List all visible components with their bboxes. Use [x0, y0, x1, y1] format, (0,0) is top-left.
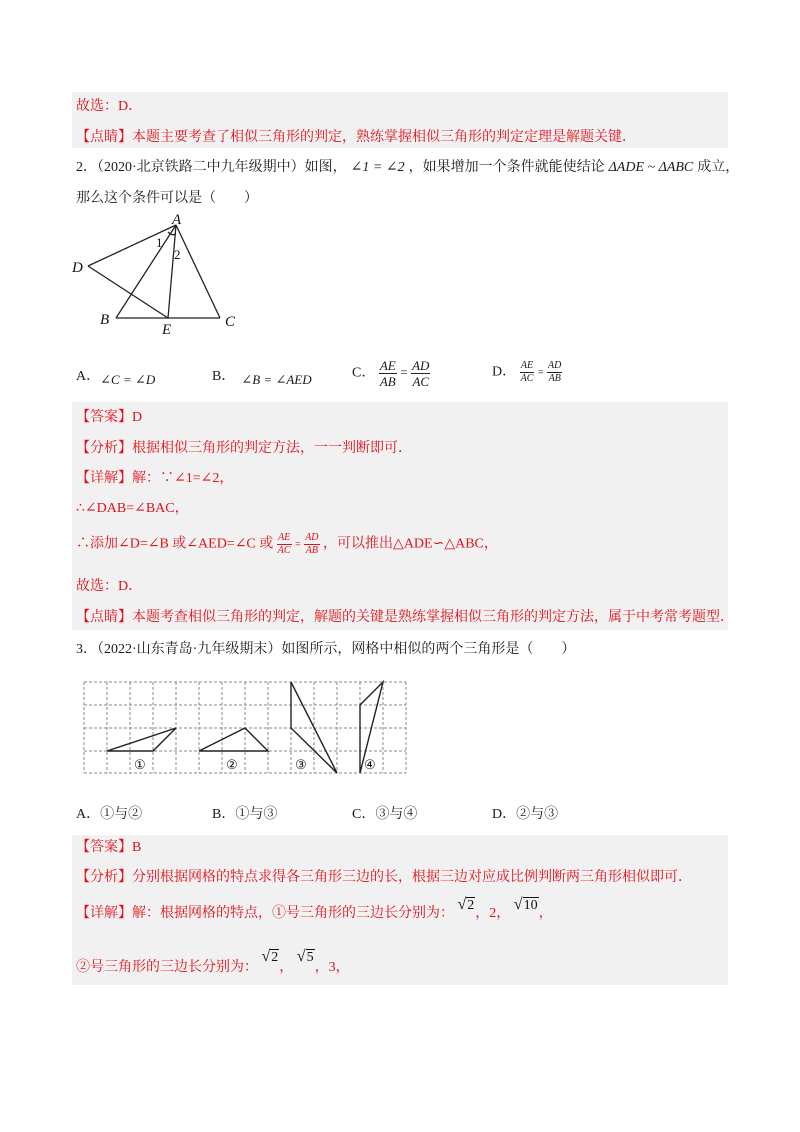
q3-answer: 【答案】B [76, 840, 142, 855]
q2-choose: 故选：D． [76, 579, 143, 594]
label-fig-4: ④ [364, 757, 376, 772]
q2-detail-3: ∴添加∠D=∠B 或∠AED=∠C 或 $\frac{AE}{AC}$ = $\frac{AD}{AB}$ ，可以推出△ADE∽△ABC， [76, 532, 498, 556]
top-comment [76, 128, 636, 148]
top-answer-line: 故选：D． [76, 99, 143, 114]
q2-number: 2． [76, 160, 97, 175]
label-fig-2: ② [226, 757, 238, 772]
sqrt-expression: √10 [513, 896, 538, 913]
option-text: ∠C = ∠D [100, 372, 156, 387]
comment-text: 本题主要考查了相似三角形的判定，熟练掌握相似三角形的判定定理是解题关键． [132, 130, 636, 145]
q3-option-b[interactable]: B．①与③ [212, 807, 278, 822]
label-fig-1: ① [134, 757, 146, 772]
q3-option-a[interactable]: A．①与② [76, 807, 143, 822]
fraction: $\frac{AD}{AB}$ [305, 532, 319, 556]
q2-comment: 【点睛】本题考查相似三角形的判定，解题的关键是熟练掌握相似三角形的判定方法，属于中考常考题型． [76, 610, 734, 625]
option-label: C． [352, 365, 376, 381]
q2-stem-line2: 那么这个条件可以是（ ） [76, 191, 258, 206]
q2-option-a[interactable] [76, 366, 155, 387]
q2-end: 成立， [697, 160, 740, 175]
q2-option-c[interactable]: C． $\frac{AE}{AB}$ = $\frac{AD}{AC}$ [352, 358, 430, 389]
fraction: $\frac{AE}{AC}$ [520, 360, 534, 384]
q3-option-c[interactable]: C．③与④ [352, 807, 418, 822]
q2-source: （2020·北京铁路二中九年级期中）如图， [97, 160, 347, 175]
q2-answer: 【答案】D [76, 410, 143, 425]
label-B: B [100, 312, 110, 328]
fraction: $\frac{AE}{AC}$ [277, 532, 291, 556]
sqrt-expression: √5 [296, 948, 314, 965]
label-A: A [172, 212, 182, 228]
label-angle-2: 2 [174, 247, 181, 262]
q2-conclusion: ΔADE ~ ΔABC [608, 160, 694, 175]
label-angle-1: 1 [156, 235, 163, 250]
q3-analysis: 【分析】分别根据网格的特点求得各三角形三边的长，根据三边对应成比例判断两三角形相似即可． [76, 870, 692, 885]
q2-option-d[interactable]: D． $\frac{AE}{AC}$ = $\frac{AD}{AB}$ [492, 360, 562, 384]
q2-triangle-figure [70, 210, 250, 338]
q3-detail-2: ②号三角形的三边长分别为： √2， √5，3， [76, 948, 350, 975]
fraction: $\frac{AE}{AB}$ [379, 358, 396, 389]
label-D: D [72, 260, 83, 276]
fraction: $\frac{AD}{AC}$ [412, 358, 430, 389]
q3-detail-1: 【详解】解：根据网格的特点，①号三角形的三边长分别为： √2，2， √10， [76, 896, 553, 921]
label-fig-3: ③ [295, 757, 307, 772]
comment-tag: 【点睛】 [76, 130, 132, 145]
q2-angle-eq: ∠1 = ∠2 [350, 160, 405, 175]
q2-middle: ，如果增加一个条件就能使结论 [408, 160, 605, 175]
q3-grid-figure [80, 676, 410, 776]
q2-detail-1: 【详解】解：∵∠1=∠2， [76, 471, 234, 486]
q2-option-b[interactable] [212, 366, 312, 387]
sqrt-expression: √2 [457, 896, 475, 913]
option-label: B． [212, 369, 236, 384]
sqrt-expression: √2 [261, 948, 279, 965]
option-text: ∠B = ∠AED [241, 372, 312, 387]
q2-stem-line1 [76, 158, 739, 178]
fraction: $\frac{AD}{AB}$ [548, 360, 562, 384]
option-label: D． [492, 364, 517, 380]
label-E: E [162, 322, 172, 338]
q3-option-d[interactable]: D．②与③ [492, 807, 559, 822]
label-C: C [225, 314, 236, 330]
q2-analysis: 【分析】根据相似三角形的判定方法，一一判断即可． [76, 441, 412, 456]
option-label: A． [76, 369, 101, 384]
q3-stem: 3．（2022·山东青岛·九年级期末）如图所示，网格中相似的两个三角形是（ ） [76, 642, 576, 657]
q2-detail-2: ∴∠DAB=∠BAC， [76, 501, 189, 516]
